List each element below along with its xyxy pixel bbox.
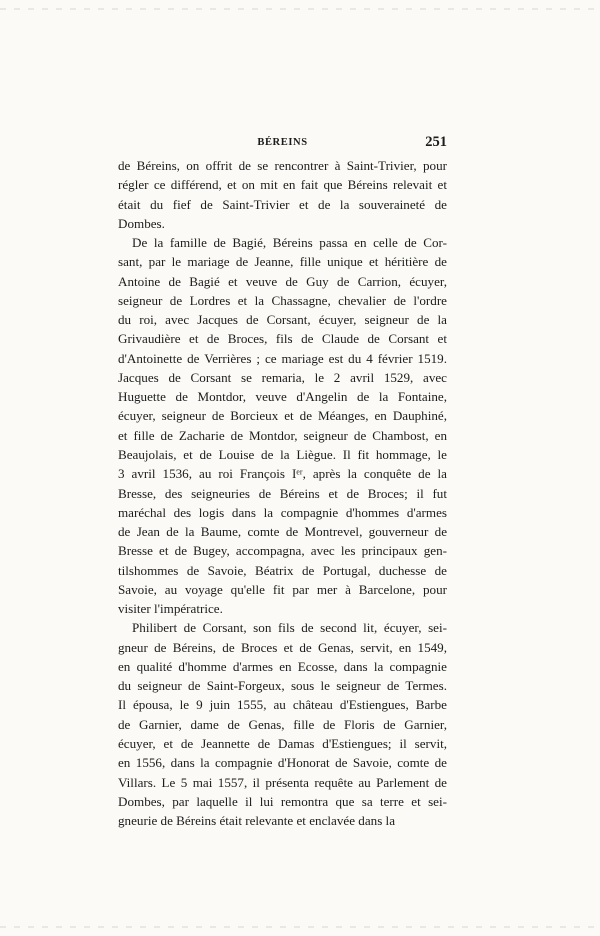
text-line: d'Antoinette de Verrières ; ce mariage est du 4 février 1519. — [118, 350, 447, 366]
text-line: maréchal des logis dans la compagnie d'hommes d'armes — [118, 504, 447, 520]
text-line: de Béreins, on offrit de se rencontrer à Saint-Trivier, pour — [118, 158, 447, 173]
text-line: Villars. Le 5 mai 1557, il présenta requête au Parlement de — [118, 774, 447, 790]
text-line: Bresse et de Bugey, accompagna, avec les principaux gen- — [118, 543, 447, 559]
paragraph — [118, 156, 447, 233]
text-line: Philibert de Corsant, son fils de second lit, écuyer, sei- — [132, 620, 447, 636]
body-text — [118, 156, 447, 830]
text-line: en qualité d'homme d'armes en Ecosse, dans la compagnie — [118, 658, 447, 674]
text-line: de Jean de la Baume, comte de Montrevel, gouverneur de — [118, 524, 447, 540]
text-line: du seigneur de Saint-Forgeux, sous le seigneur de Termes. — [118, 678, 447, 694]
text-line: du roi, avec Jacques de Corsant, écuyer, seigneur de la — [118, 312, 447, 328]
text-line: gneur de Béreins, de Broces et de Genas, servit, en 1549, — [118, 639, 447, 655]
text-line: gneurie de Béreins était relevante et enclavée dans la — [118, 813, 396, 829]
running-header — [118, 134, 447, 155]
text-line: en 1556, dans la compagnie d'Honorat de Savoie, comte de — [118, 755, 447, 771]
scan-edge-top — [0, 8, 600, 10]
text-line: Bresse, des seigneuries de Béreins et de Broces; il fut — [118, 485, 447, 501]
text-line: de Garnier, dame de Genas, fille de Floris de Garnier, — [118, 716, 447, 732]
text-line: Savoie, au voyage qu'elle fit par mer à Barcelone, pour — [118, 581, 447, 597]
text-line: et fille de Zacharie de Montdor, seigneur de Chambost, en — [118, 427, 447, 443]
running-title: BÉREINS — [257, 137, 308, 148]
paragraph — [118, 618, 447, 830]
text-line: visiter l'impératrice. — [118, 601, 223, 617]
text-line: écuyer, seigneur de Borcieux et de Méanges, en Dauphiné, — [118, 408, 447, 424]
text-line: sant, par le mariage de Jeanne, fille unique et héritière de — [118, 254, 447, 270]
text-line: Dombes. — [118, 215, 165, 231]
text-line: écuyer, et de Jeannette de Damas d'Estiengues; il servit, — [118, 735, 447, 751]
text-line: 3 avril 1536, au roi François Iᵉʳ, après la conquête de la — [118, 466, 447, 482]
scan-edge-bottom — [0, 926, 600, 928]
page-number: 251 — [425, 134, 447, 150]
text-line: Il épousa, le 9 juin 1555, au château d'Estiengues, Barbe — [118, 697, 447, 713]
text-line: régler ce différend, et on mit en fait que Béreins relevait et — [118, 177, 447, 193]
text-line: seigneur de Lordres et la Chassagne, chevalier de l'ordre — [118, 292, 447, 308]
text-line: Antoine de Bagié et veuve de Guy de Carrion, écuyer, — [118, 273, 447, 289]
paragraph — [118, 233, 447, 618]
text-line: Beaujolais, et de Louise de la Liègue. Il fit hommage, le — [118, 446, 447, 462]
text-line: Dombes, par laquelle il lui remontra que sa terre et sei- — [118, 793, 447, 809]
text-line: De la famille de Bagié, Béreins passa en celle de Cor- — [132, 235, 447, 251]
text-line: Huguette de Montdor, veuve d'Angelin de la Fontaine, — [118, 389, 447, 405]
text-line: était du fief de Saint-Trivier et de la souveraineté de — [118, 196, 447, 212]
text-line: Grivaudière et de Broces, fils de Claude de Corsant et — [118, 331, 447, 347]
text-line: tilshommes de Savoie, Béatrix de Portugal, duchesse de — [118, 562, 447, 578]
text-line: Jacques de Corsant se remaria, le 2 avril 1529, avec — [118, 369, 447, 385]
